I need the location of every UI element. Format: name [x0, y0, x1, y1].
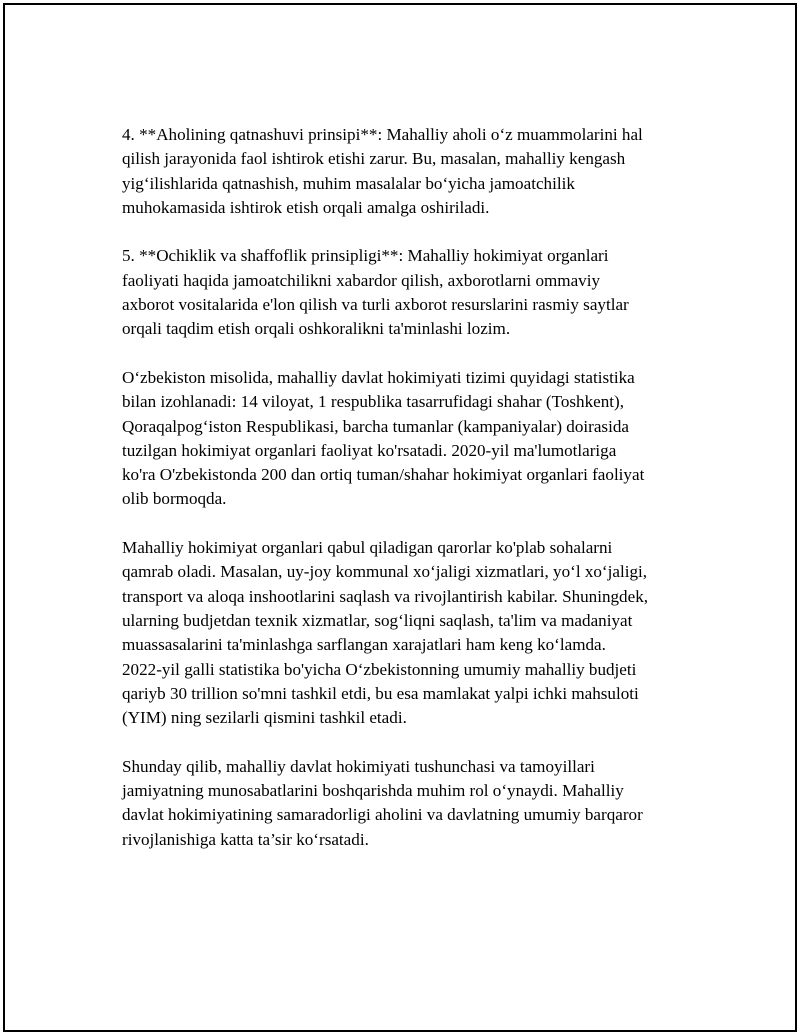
text-line: orqali taqdim etish orqali oshkoralikni ta'minlashi lozim. [122, 319, 511, 339]
text-line: ko'ra O'zbekistonda 200 dan ortiq tuman/shahar hokimiyat organlari faoliyat [122, 465, 645, 485]
text-line: faoliyati haqida jamoatchilikni xabardor qilish, axborotlarni ommaviy [122, 270, 601, 290]
page-frame [3, 3, 797, 1032]
paragraph-uzbekistan-statistics [122, 366, 702, 512]
text-line: bilan izohlanadi: 14 viloyat, 1 respublika tasarrufidagi shahar (Toshkent), [122, 392, 624, 412]
text-line: muassasalarini ta'minlashga sarflangan xarajatlari ham keng ko‘lamda. [122, 635, 606, 655]
paragraph-participation-principle [122, 123, 702, 220]
text-line: 2022-yil galli statistika bo'yicha O‘zbekistonning umumiy mahalliy budjeti [122, 659, 637, 679]
text-line: Shunday qilib, mahalliy davlat hokimiyati tushunchasi va tamoyillari [122, 756, 595, 776]
text-line: jamiyatning munosabatlarini boshqarishda muhim rol o‘ynaydi. Mahalliy [122, 781, 624, 801]
paragraph-conclusion [122, 755, 702, 852]
text-line: qilish jarayonida faol ishtirok etishi zarur. Bu, masalan, mahalliy kengash [122, 149, 626, 169]
document-body [122, 123, 702, 876]
text-line: (YIM) ning sezilarli qismini tashkil etadi. [122, 708, 407, 728]
text-line: davlat hokimiyatining samaradorligi aholini va davlatning umumiy barqaror [122, 805, 643, 825]
text-line: olib bormoqda. [122, 489, 227, 509]
text-line: axborot vositalarida e'lon qilish va turli axborot resurslarini rasmiy saytlar [122, 295, 629, 315]
text-line: 4. **Aholining qatnashuvi prinsipi**: Mahalliy aholi o‘z muammolarini hal [122, 125, 643, 144]
text-line: transport va aloqa inshootlarini saqlash va rivojlantirish kabilar. Shuningdek, [122, 586, 649, 606]
text-line: Qoraqalpog‘iston Respublikasi, barcha tumanlar (kampaniyalar) doirasida [122, 416, 629, 436]
text-line: qariyb 30 trillion so'mni tashkil etdi, bu esa mamlakat yalpi ichki mahsuloti [122, 683, 639, 703]
paragraph-transparency-principle [122, 244, 702, 341]
text-line: qamrab oladi. Masalan, uy-joy kommunal xo‘jaligi xizmatlari, yo‘l xo‘jaligi, [122, 562, 648, 582]
text-line: O‘zbekiston misolida, mahalliy davlat hokimiyati tizimi quyidagi statistika [122, 367, 635, 387]
text-line: 5. **Ochiklik va shaffoflik prinsipligi**: Mahalliy hokimiyat organlari [122, 246, 609, 266]
text-line: tuzilgan hokimiyat organlari faoliyat ko'rsatadi. 2020-yil ma'lumotlariga [122, 440, 617, 460]
text-line: yig‘ilishlarida qatnashish, muhim masalalar bo‘yicha jamoatchilik [122, 173, 575, 193]
text-line: ularning budjetdan texnik xizmatlar, sog‘liqni saqlash, ta'lim va madaniyat [122, 610, 633, 630]
text-line: muhokamasida ishtirok etish orqali amalga oshiriladi. [122, 197, 490, 217]
paragraph-decisions-budget [122, 536, 702, 730]
text-line: rivojlanishiga katta ta’sir ko‘rsatadi. [122, 829, 369, 849]
text-line: Mahalliy hokimiyat organlari qabul qiladigan qarorlar ko'plab sohalarni [122, 538, 613, 558]
